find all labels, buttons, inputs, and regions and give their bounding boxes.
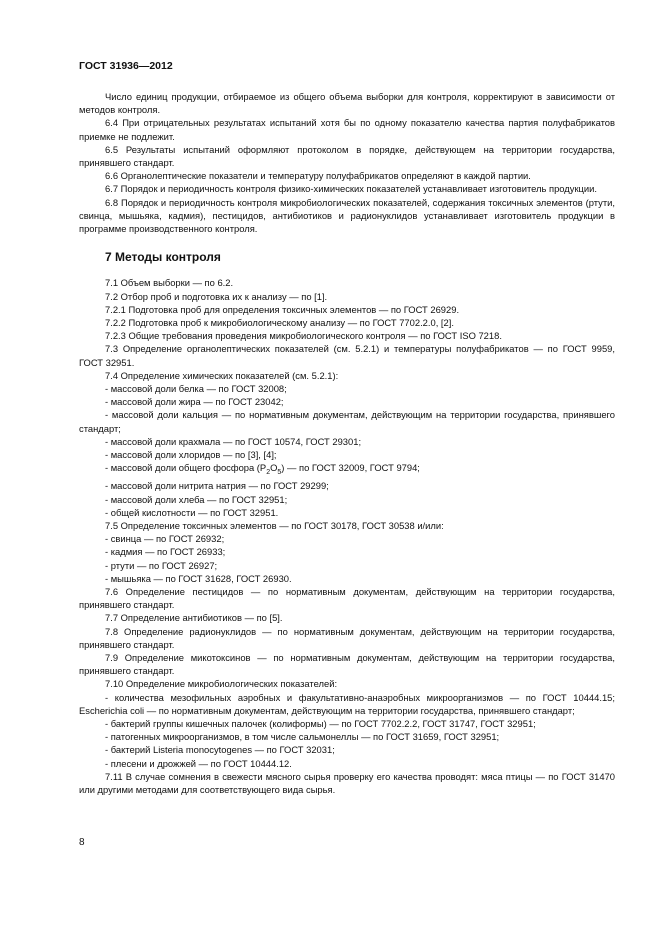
paragraph-7-1: 7.1 Объем выборки — по 6.2.	[105, 277, 234, 289]
paragraph-7-5: 7.5 Определение токсичных элементов — по ГОСТ 30178, ГОСТ 30538 и/или:	[105, 519, 444, 531]
list-item: - свинца — по ГОСТ 26932;	[105, 533, 225, 545]
list-item: - массовой доли белка — по ГОСТ 32008;	[105, 383, 287, 395]
paragraph-6-8: 6.8 Порядок и периодичность контроля микробиологических показателей, содержания токсичных элементов (ртути, свинца, мышьяка, кадмия), пестицидов, антибиотиков и радионуклидов устанавливает изготовитель продукции в программе производственного контроля.	[79, 196, 615, 235]
paragraph-6-4: 6.4 При отрицательных результатах испытаний хотя бы по одному показателю качества партия полуфабрикатов приемке не подлежит.	[79, 117, 615, 142]
page-number: 8	[79, 837, 85, 848]
paragraph-7-2-1: 7.2.1 Подготовка проб для определения токсичных элементов — по ГОСТ 26929.	[105, 303, 460, 315]
list-item: - бактерий группы кишечных палочек (колиформы) — по ГОСТ 7702.2.2, ГОСТ 31747, ГОСТ 32951;	[105, 718, 536, 730]
paragraph-7-4: 7.4 Определение химических показателей (см. 5.2.1):	[105, 369, 339, 381]
paragraph-7-2-3: 7.2.3 Общие требования проведения микробиологического контроля — по ГОСТ ISO 7218.	[105, 330, 502, 342]
phosphorus-text-start: - массовой доли общего фосфора (P	[105, 462, 267, 474]
paragraph-intro: Число единиц продукции, отбираемое из общего объема выборки для контроля, корректируют в зависимости от методов контроля.	[79, 91, 615, 116]
paragraph-7-2: 7.2 Отбор проб и подготовка их к анализу — по [1].	[105, 290, 328, 302]
list-item: - массовой доли жира — по ГОСТ 23042;	[105, 396, 284, 408]
list-item: - бактерий Listeria monocytogenes — по ГОСТ 32031;	[105, 744, 335, 756]
list-item: - массовой доли кальция — по нормативным документам, действующим на территории государства, принявшего стандарт;	[79, 409, 615, 434]
paragraph-7-7: 7.7 Определение антибиотиков — по [5].	[105, 612, 283, 624]
subscript: 2	[266, 469, 271, 477]
paragraph-6-5: 6.5 Результаты испытаний оформляют протоколом в порядке, действующем на территории государства, принявшего стандарт.	[79, 143, 615, 169]
paragraph-6-6: 6.6 Органолептические показатели и температуру полуфабрикатов определяют в каждой партии.	[105, 170, 531, 182]
list-item: - массовой доли нитрита натрия — по ГОСТ 29299;	[105, 480, 329, 492]
document-header: ГОСТ 31936—2012	[79, 60, 173, 72]
document-body	[79, 90, 615, 796]
list-item: - плесени и дрожжей — по ГОСТ 10444.12.	[105, 757, 292, 769]
paragraph-7-2-2: 7.2.2 Подготовка проб к микробиологическому анализу — по ГОСТ 7702.2.0, [2].	[105, 317, 454, 329]
list-item: - ртути — по ГОСТ 26927;	[105, 559, 218, 571]
phosphorus-text-end: ) — по ГОСТ 32009, ГОСТ 9794;	[281, 462, 420, 474]
phosphorus-oxygen: O	[270, 462, 278, 474]
list-item: - патогенных микроорганизмов, в том числе сальмонеллы — по ГОСТ 31659, ГОСТ 32951;	[105, 731, 500, 743]
paragraph-7-6: 7.6 Определение пестицидов — по нормативным документам, действующим на территории государства, принявшего стандарт.	[79, 585, 615, 611]
list-item: - общей кислотности — по ГОСТ 32951.	[105, 506, 279, 518]
list-item: - кадмия — по ГОСТ 26933;	[105, 546, 226, 558]
paragraph-7-9: 7.9 Определение микотоксинов — по нормативным документам, действующим на территории государства, принявшего стандарт.	[79, 652, 615, 677]
list-item: - количества мезофильных аэробных и факультативно-анаэробных микроорганизмов — по ГОСТ 10444.15; Escherichia coli — по нормативным документам, действующим на территории государства, принявшего стандарт;	[79, 691, 615, 716]
subscript: 5	[277, 469, 282, 477]
list-item-phosphorus	[79, 461, 615, 479]
paragraph-6-7: 6.7 Порядок и периодичность контроля физико-химических показателей устанавливает изготовитель продукции.	[105, 183, 598, 195]
paragraph-7-11: 7.11 В случае сомнения в свежести мясного сырья проверку его качества проводят: мяса птицы — по ГОСТ 31470 или другими методами для соответствующего вида сырья.	[79, 770, 615, 796]
paragraph-7-10: 7.10 Определение микробиологических показателей:	[105, 678, 338, 690]
paragraph-7-3: 7.3 Определение органолептических показателей (см. 5.2.1) и температуры полуфабрикатов — по ГОСТ 9959, ГОСТ 32951.	[79, 343, 615, 368]
list-item: - массовой доли крахмала — по ГОСТ 10574, ГОСТ 29301;	[105, 435, 362, 447]
list-item: - массовой доли хлоридов — по [3], [4];	[105, 449, 277, 461]
paragraph-7-8: 7.8 Определение радионуклидов — по нормативным документам, действующим на территории государства, принявшего стандарт.	[79, 625, 615, 650]
list-item: - мышьяка — по ГОСТ 31628, ГОСТ 26930.	[105, 572, 292, 584]
list-item: - массовой доли хлеба — по ГОСТ 32951;	[105, 493, 288, 505]
section-title: 7 Методы контроля	[105, 250, 221, 265]
